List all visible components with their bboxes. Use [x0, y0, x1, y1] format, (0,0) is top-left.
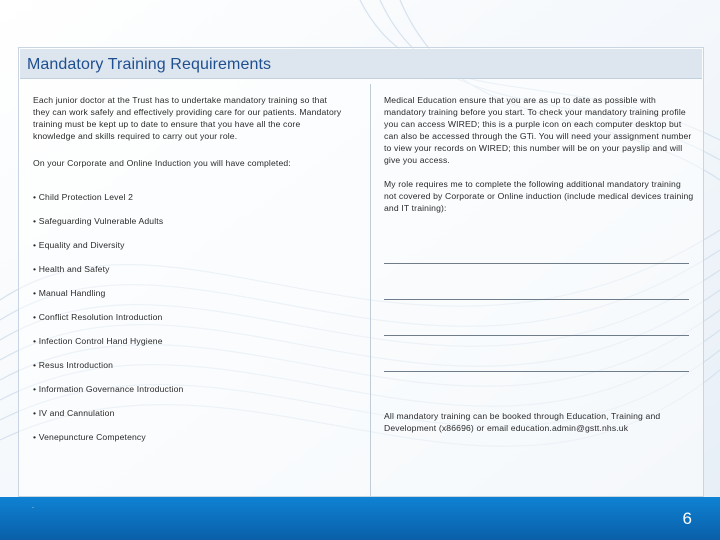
footer-mark: .	[32, 503, 34, 510]
list-item: • Infection Control Hand Hygiene	[33, 336, 163, 346]
booking-info-paragraph: All mandatory training can be booked through Education, Training and Development (x86696) or email education.admin@gstt.nhs.uk	[384, 411, 661, 433]
write-in-line	[384, 336, 689, 372]
slide-title: Mandatory Training Requirements	[27, 56, 272, 73]
corporate-induction-intro: On your Corporate and Online Induction you will have completed:	[33, 158, 291, 168]
list-item: • Information Governance Introduction	[33, 384, 184, 394]
write-in-line	[384, 300, 689, 336]
write-in-lines	[384, 228, 694, 372]
list-item: • Health and Safety	[33, 264, 110, 274]
list-item: • Resus Introduction	[33, 360, 114, 370]
list-item: • IV and Cannulation	[33, 408, 115, 418]
write-in-line	[384, 264, 689, 300]
intro-paragraph: Each junior doctor at the Trust has to undertake mandatory training so that they can work safely and effectively providing care for our patients. Mandatory training must be kept up to date to ensure that you have all the core knowledge and skills required to carry out your role.	[33, 95, 342, 141]
right-column	[384, 94, 694, 434]
footer-bar	[0, 497, 720, 540]
list-item: • Child Protection Level 2	[33, 192, 134, 202]
additional-training-paragraph: My role requires me to complete the following additional mandatory training not covered by Corporate or Online induction (include medical devices training and IT training):	[384, 179, 694, 213]
training-list	[33, 191, 343, 455]
write-in-line	[384, 228, 689, 264]
list-item: • Equality and Diversity	[33, 240, 125, 250]
page-number: 6	[682, 509, 692, 528]
list-item: • Conflict Resolution Introduction	[33, 312, 163, 322]
medical-education-paragraph: Medical Education ensure that you are as up to date as possible with mandatory training before you start. To check your mandatory training profile you can access WIRED; this is a purple icon on each computer desktop but can also be accessed through the GTi. You will need your assignment number to view your records on WIRED; this number will be on your payslip and will give you access.	[384, 95, 692, 165]
title-bar	[20, 49, 702, 79]
left-column	[33, 94, 343, 455]
column-divider	[370, 84, 371, 508]
list-item: • Manual Handling	[33, 288, 106, 298]
list-item: • Venepuncture Competency	[33, 432, 146, 442]
list-item: • Safeguarding Vulnerable Adults	[33, 216, 164, 226]
